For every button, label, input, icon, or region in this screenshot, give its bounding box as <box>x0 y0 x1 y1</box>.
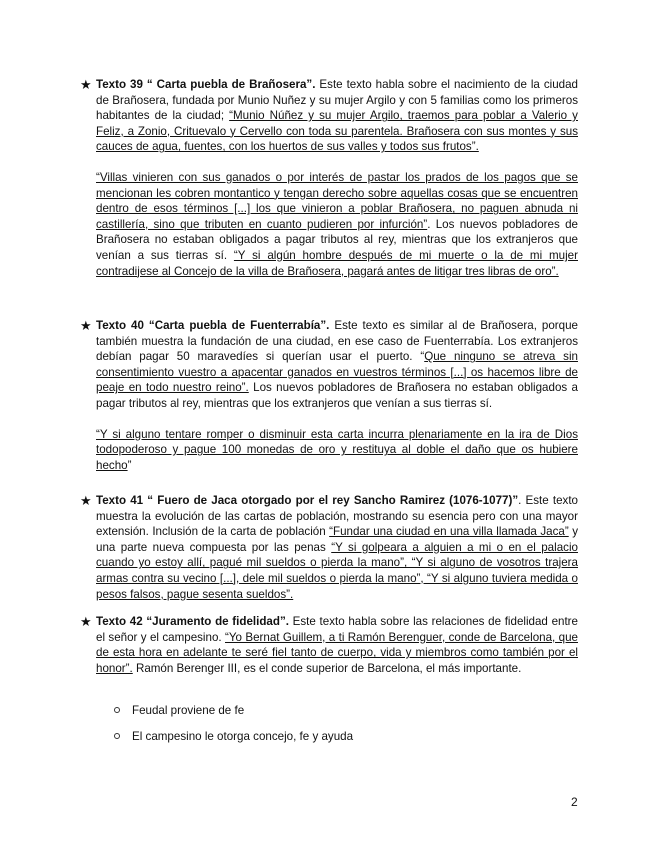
sub-list-item <box>132 703 244 718</box>
star-bullet-icon: ★ <box>80 77 92 92</box>
sub-item-text: Feudal proviene de fe <box>132 704 245 717</box>
page-number: 2 <box>571 795 578 809</box>
item-title: Texto 40 “Carta puebla de Fuenterrabía”. <box>96 319 330 332</box>
paragraph <box>96 170 578 279</box>
quote: Que ninguno se atreva sin consentimiento vuestro a apacentar ganados en vuestros términos [...] os hacemos libre de peaje en todo nuestro reino”. <box>96 350 578 395</box>
list-item-texto-41 <box>80 493 578 602</box>
list-item-texto-42 <box>80 614 578 676</box>
sub-list-item <box>132 729 353 744</box>
body-text: Este texto habla sobre las relaciones de fidelidad entre el señor y el campesino. <box>96 615 578 644</box>
paragraph <box>96 427 578 474</box>
paragraph <box>96 318 578 412</box>
body-text: Este texto es similar al de Brañosera, porque también muestra la fundación de una ciudad, en ese caso de Fuenterrabía. Los extranjeros debían pagar 50 maravedíes si querían usar el puerto. “ <box>96 319 578 364</box>
item-title: Texto 39 “ Carta puebla de Brañosera”. <box>96 78 316 91</box>
body-text: Los nuevos pobladores de Brañosera no estaban obligados a pagar tributos al rey, mientras que los extranjeros que venían a sus tierras sí. <box>96 381 578 410</box>
sub-item-text: El campesino le otorga concejo, fe y ayuda <box>132 730 354 743</box>
body-text: . Este texto muestra la evolución de las cartas de población, mostrando su esencia pero con una mayor extensión. Inclusión de la carta de población <box>96 494 578 539</box>
list-item-texto-39 <box>80 77 579 279</box>
paragraph <box>96 614 578 676</box>
quote: “Y si golpeara a alguien a mi o en el palacio cuando yo estoy allí, pagué mil sueldos o pierda la mano”, “Y si alguno de vosotros trajera armas contra su vecino [...], dele mil sueldos o pierda la mano”, “Y si alguno tuviera medida o pesos falsos, pague sesenta sueldos”. <box>96 540 578 601</box>
quote: “Y si alguno tentare romper o disminuir esta carta incurra plenariamente en la ira de Dios todopoderoso y pague 100 monedas de oro y restituya al doble el daño que os hubiere hecho <box>96 427 578 472</box>
paragraph <box>96 493 578 602</box>
quote: “Villas vinieren con sus ganados o por interés de pastar los prados de los pagos que se mencionan les cobren montantico y tengan derecho sobre aquellas cosas que se encuentren dentro de esos términos [...] los que vinieron a poblar Brañosera, no paguen abnuda ni castillería, sino que tributen en cuanto pudieren por infurción” <box>96 170 578 231</box>
quote: “Yo Bernat Guillem, a ti Ramón Berenguer, conde de Barcelona, que de esta hora en adelante te seré fiel tanto de cuerpo, vida y miembros como también por el honor”. <box>96 630 578 675</box>
body-text: y una parte nueva compuesta por las penas <box>96 525 578 554</box>
body-text: ” <box>127 458 132 472</box>
quote: “Munio Núñez y su mujer Argilo, traemos para poblar a Valerio y Feliz, a Zonio, Crituevalo y Cervello con toda su parentela. Brañosera con sus montes y sus cauces de agua, fuentes, con los huertos de sus valles y todos sus frutos”. <box>96 109 578 154</box>
body-text: Ramón Berenger III, es el conde superior de Barcelona, el más importante. <box>132 661 522 675</box>
paragraph <box>96 77 578 155</box>
circle-bullet-icon <box>114 733 120 739</box>
circle-bullet-icon <box>114 707 120 713</box>
body-text: . Los nuevos pobladores de Brañosera no estaban obligados a pagar tributos al rey, mientras que los extranjeros que venían a sus tierras sí. <box>96 217 578 262</box>
star-bullet-icon: ★ <box>80 493 92 508</box>
item-title: Texto 41 “ Fuero de Jaca otorgado por el rey Sancho Ramirez (1076-1077)” <box>96 494 519 507</box>
star-bullet-icon: ★ <box>80 614 92 629</box>
quote: “Y si algún hombre después de mi muerte o la de mi mujer contradijese al Concejo de la villa de Brañosera, pagará antes de litigar tres libras de oro”. <box>96 248 578 278</box>
list-item-texto-40 <box>80 318 578 473</box>
star-bullet-icon: ★ <box>80 318 92 333</box>
body-text: Este texto habla sobre el nacimiento de la ciudad de Brañosera, fundada por Munio Nuñez y su mujer Argilo y con 5 familias como los primeros habitantes de la ciudad; <box>96 78 579 123</box>
quote: “Fundar una ciudad en una villa llamada Jaca” <box>329 525 569 539</box>
item-title: Texto 42 “Juramento de fidelidad”. <box>96 615 289 628</box>
